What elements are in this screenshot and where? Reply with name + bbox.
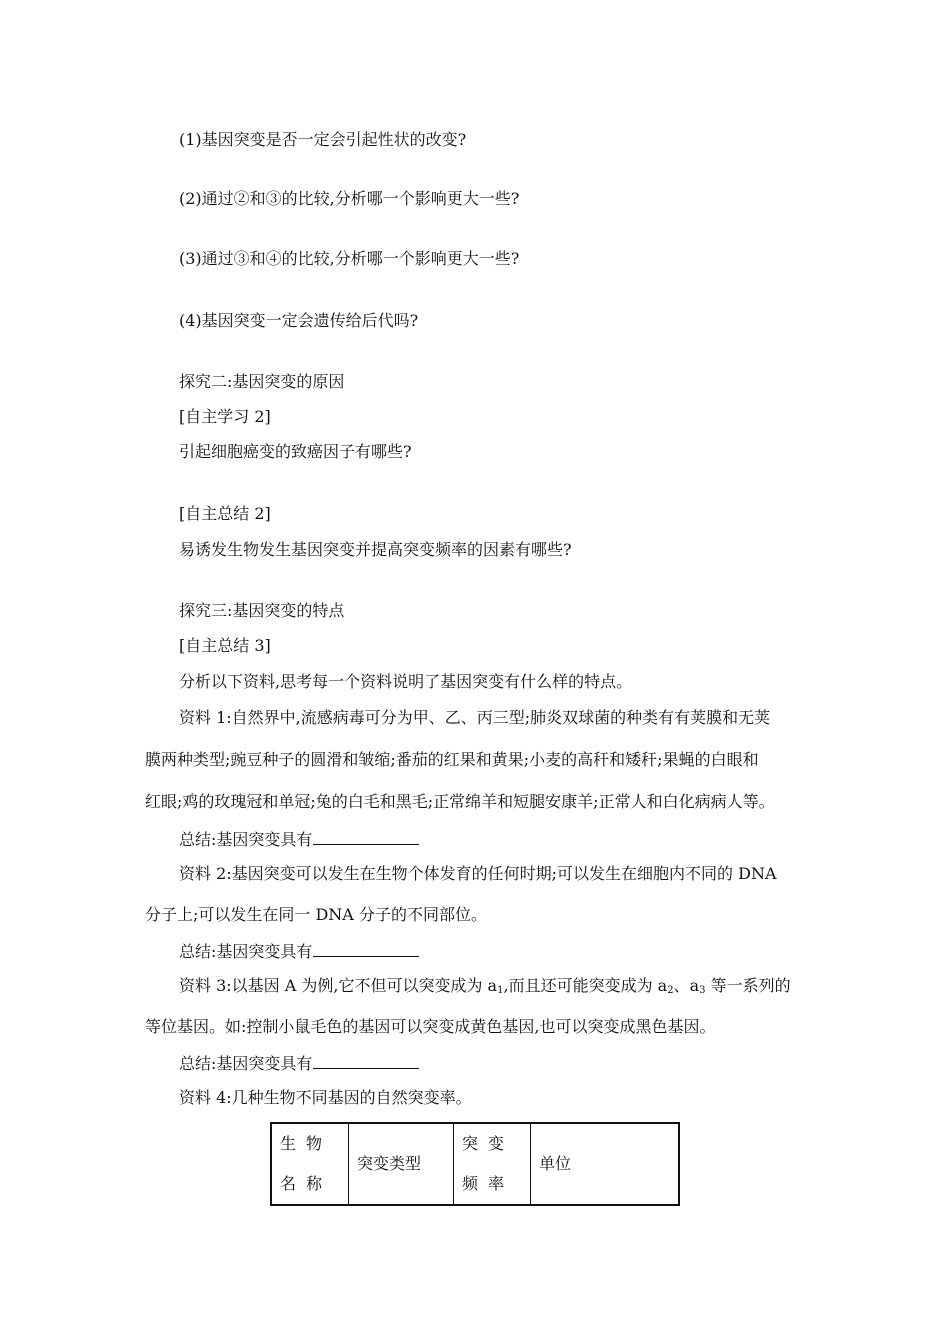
question-3: (3)通过③和④的比较,分析哪一个影响更大一些? bbox=[179, 249, 520, 268]
question-4: (4)基因突变一定会遗传给后代吗? bbox=[179, 311, 419, 330]
material-1-line-1: 资料 1:自然界中,流感病毒可分为甲、乙、丙三型;肺炎双球菌的种类有有荚膜和无荚 bbox=[179, 708, 771, 727]
conclusion-3 bbox=[179, 1053, 419, 1074]
material-3-line-2: 等位基因。如:控制小鼠毛色的基因可以突变成黄色基因,也可以突变成黑色基因。 bbox=[145, 1017, 716, 1036]
section3-intro: 分析以下资料,思考每一个资料说明了基因突变有什么样的特点。 bbox=[179, 672, 633, 691]
material-2-line-2: 分子上;可以发生在同一 DNA 分子的不同部位。 bbox=[145, 905, 487, 924]
material-3-text-d: 等一系列的 bbox=[705, 976, 791, 995]
header-unit: 单位 bbox=[531, 1123, 680, 1205]
section2-summary-tag: [自主总结 2] bbox=[179, 504, 271, 523]
section2-study-tag: [自主学习 2] bbox=[179, 407, 271, 426]
answer-blank-3[interactable] bbox=[313, 1053, 419, 1069]
question-2: (2)通过②和③的比较,分析哪一个影响更大一些? bbox=[179, 189, 520, 208]
material-2-line-1: 资料 2:基因突变可以发生在生物个体发育的任何时期;可以发生在细胞内不同的 DNA bbox=[179, 864, 777, 883]
question-1: (1)基因突变是否一定会引起性状的改变? bbox=[179, 130, 467, 149]
section3-summary-tag: [自主总结 3] bbox=[179, 636, 271, 655]
table-header-row bbox=[271, 1123, 679, 1205]
mutation-rate-table bbox=[270, 1122, 680, 1206]
conclusion-3-text: 总结:基因突变具有 bbox=[179, 1054, 313, 1073]
header-mutation-type: 突变类型 bbox=[349, 1123, 454, 1205]
material-3-line-1 bbox=[179, 976, 791, 1001]
material-1-line-3: 红眼;鸡的玫瑰冠和单冠;兔的白毛和黑毛;正常绵羊和短腿安康羊;正常人和白化病病人等。 bbox=[145, 792, 775, 811]
material-1-line-2: 膜两种类型;豌豆种子的圆滑和皱缩;番茄的红果和黄果;小麦的高秆和矮秆;果蝇的白眼和 bbox=[145, 750, 759, 769]
section3-title: 探究三:基因突变的特点 bbox=[179, 601, 345, 620]
material-3-text-a: 资料 3:以基因 A 为例,它不但可以突变成为 a bbox=[179, 976, 498, 995]
conclusion-1-text: 总结:基因突变具有 bbox=[179, 830, 313, 849]
header-mutation-rate: 突变频率 bbox=[454, 1123, 531, 1205]
material-4: 资料 4:几种生物不同基因的自然突变率。 bbox=[179, 1088, 472, 1107]
answer-blank-2[interactable] bbox=[313, 941, 419, 957]
answer-blank-1[interactable] bbox=[313, 829, 419, 845]
section2-summary-question: 易诱发生物发生基因突变并提高突变频率的因素有哪些? bbox=[179, 540, 572, 559]
section2-study-question: 引起细胞癌变的致癌因子有哪些? bbox=[179, 442, 412, 461]
subscript-3: 3 bbox=[699, 985, 706, 996]
material-3-text-b: ,而且还可能突变成为 a bbox=[503, 976, 668, 995]
section2-title: 探究二:基因突变的原因 bbox=[179, 372, 345, 391]
material-3-text-c: 、a bbox=[673, 976, 700, 995]
conclusion-1 bbox=[179, 829, 419, 850]
subscript-1: 1 bbox=[497, 985, 504, 996]
header-organism: 生物名称 bbox=[271, 1123, 349, 1205]
subscript-2: 2 bbox=[667, 985, 674, 996]
conclusion-2-text: 总结:基因突变具有 bbox=[179, 942, 313, 961]
conclusion-2 bbox=[179, 941, 419, 962]
